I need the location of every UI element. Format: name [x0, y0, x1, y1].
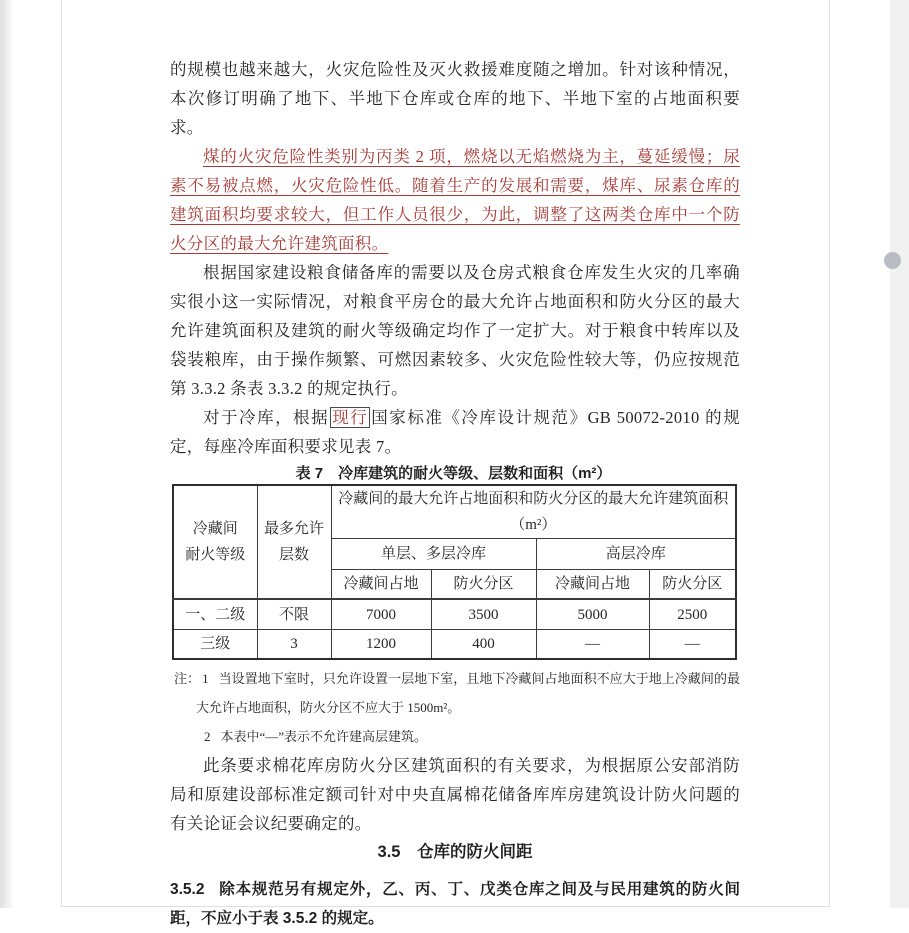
cell-dash: —: [649, 630, 736, 660]
note-1-text: 当设置地下室时，只允许设置一层地下室，且地下冷藏间占地面积不应大于地上冷藏间的最大允许占地面积，防火分区不应大于 1500m²。: [196, 671, 740, 715]
cell-value: 1200: [331, 630, 431, 660]
header-fire-resistance-line2: 耐火等级: [185, 547, 246, 563]
note-2: [174, 722, 740, 751]
subheader-compartment-2: 防火分区: [649, 570, 736, 600]
document-page: [61, 0, 830, 927]
paragraph-grain: 根据国家建设粮食储备库的需要以及仓房式粮食仓库发生火灾的几率确实很小这一实际情况，对粮食平房仓的最大允许占地面积和防火分区的最大允许建筑面积及建筑的耐火等级确定均作了一定扩大。对于粮食中转库以及袋装粮库，由于操作频繁、可燃因素较多、火灾危险性较大等，仍应按规范第 3.3.2 条表 3.3.2 的规定执行。: [170, 263, 740, 398]
cell-grade-3: 三级: [173, 630, 257, 660]
subheader-compartment-1: 防火分区: [431, 570, 536, 600]
cell-value: 3500: [431, 599, 536, 630]
paragraph-cold-post: 国家标准《冷库设计规范》GB 50072-2010 的规定，每座冷库面积要求见表 7。: [170, 408, 740, 456]
page-content: [62, 0, 740, 933]
cell-value: 2500: [649, 599, 736, 630]
section-heading-3-5: 3.5 仓库的防火间距: [377, 843, 533, 861]
paragraph-revision-red: 煤的火灾危险性类别为丙类 2 项，燃烧以无焰燃烧为主，蔓延缓慢；尿素不易被点燃，火灾危险性低。随着生产的发展和需要，煤库、尿素仓库的建筑面积均要求较大，但工作人员很少，为此，调整了这两类仓库中一个防火分区的最大允许建筑面积。: [170, 147, 740, 253]
header-fire-resistance: [173, 485, 257, 599]
header-group-single-multi: 单层、多层冷库: [331, 539, 536, 570]
header-group-highrise: 高层冷库: [536, 539, 736, 570]
note-2-number: 2: [204, 729, 211, 744]
header-span-area: 冷藏间的最大允许占地面积和防火分区的最大允许建筑面积（m²）: [331, 485, 736, 539]
cell-dash: —: [536, 630, 649, 660]
cell-value: 7000: [331, 599, 431, 630]
cell-floors-unlimited: 不限: [257, 599, 331, 630]
note-2-text: 本表中“—”表示不允许建高层建筑。: [220, 729, 428, 744]
cell-value: 5000: [536, 599, 649, 630]
clause-3-5-2: [170, 875, 740, 933]
note-1: [174, 664, 740, 722]
header-max-floors-line1: 最多允许: [263, 521, 324, 537]
page-edge-shadow: [0, 0, 14, 908]
clause-number: 3.5.2: [170, 881, 205, 898]
header-max-floors-line2: 层数: [278, 547, 309, 563]
paragraph-intro: 的规模也越来越大，火灾危险性及灭火救援难度随之增加。针对该种情况，本次修订明确了地下、半地下仓库或仓库的地下、半地下室的占地面积要求。: [170, 60, 740, 137]
scrollbar-track[interactable]: [890, 0, 909, 908]
table-7: [172, 484, 737, 660]
header-fire-resistance-line1: 冷藏间: [192, 521, 238, 537]
scroll-thumb[interactable]: [884, 252, 901, 269]
cell-grade-1-2: 一、二级: [173, 599, 257, 630]
table-7-title: 表 7 冷库建筑的耐火等级、层数和面积（m²）: [295, 465, 612, 482]
subheader-footprint-2: 冷藏间占地: [536, 570, 649, 600]
table-notes: [174, 664, 740, 751]
revision-marker-box: 现行: [332, 408, 369, 427]
paragraph-cold-storage: [170, 403, 740, 461]
paragraph-cotton: 此条要求棉花库房防火分区建筑面积的有关要求，为根据原公安部消防局和原建设部标准定额司针对中央直属棉花储备库库房建筑设计防火问题的有关论证会议纪要确定的。: [170, 756, 740, 833]
header-max-floors: [257, 485, 331, 599]
subheader-footprint-1: 冷藏间占地: [331, 570, 431, 600]
cell-value: 400: [431, 630, 536, 660]
table-row: [173, 630, 736, 660]
clause-text: 除本规范另有规定外，乙、丙、丁、戊类仓库之间及与民用建筑的防火间距，不应小于表 3.5.2 的规定。: [170, 881, 740, 927]
note-label: 注：: [174, 671, 201, 686]
table-row: [173, 599, 736, 630]
cell-floors-3: 3: [257, 630, 331, 660]
paragraph-cold-pre: 对于冷库，根据: [203, 408, 330, 427]
note-1-number: 1: [202, 671, 209, 686]
